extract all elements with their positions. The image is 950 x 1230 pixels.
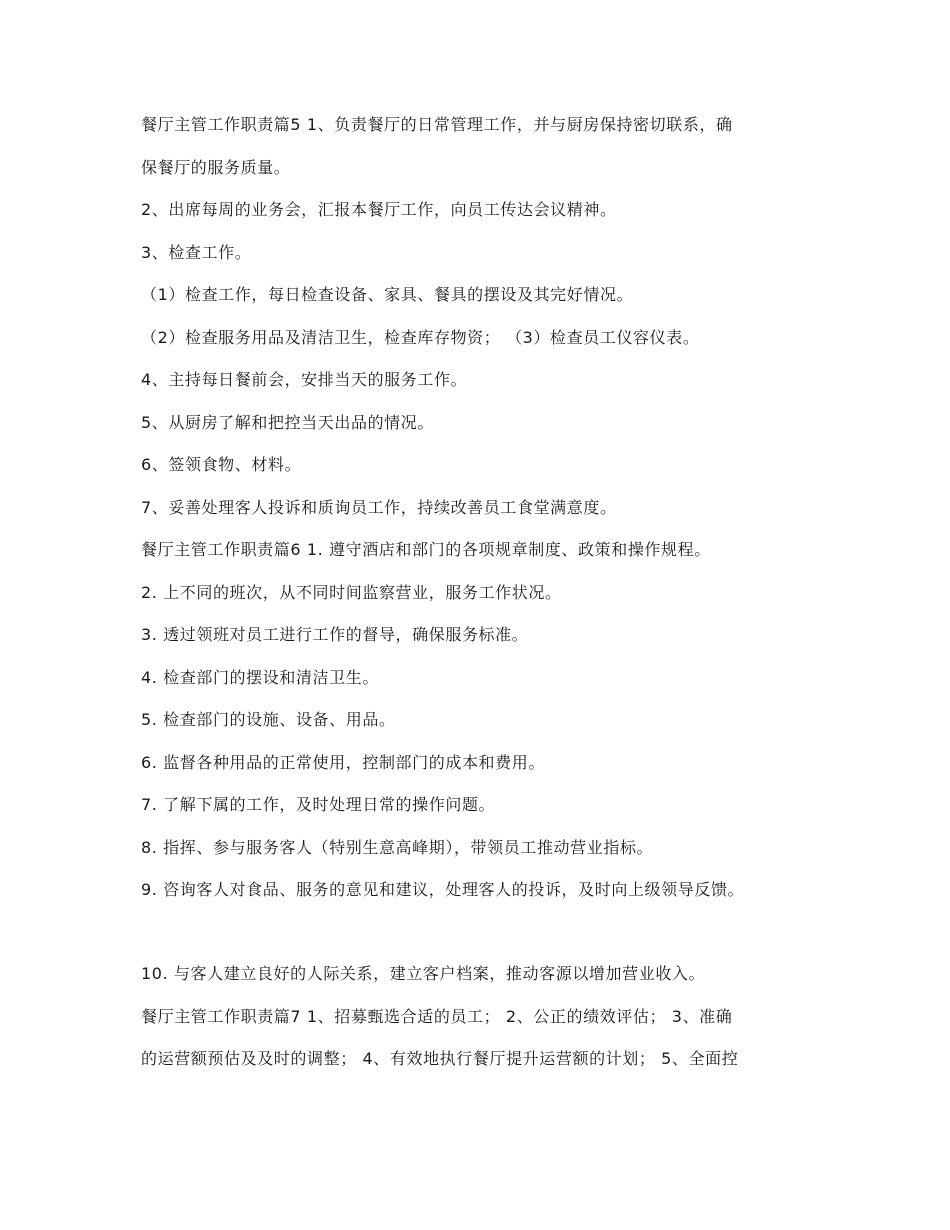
text-line: 4、主持每日餐前会，安排当天的服务工作。 <box>141 370 468 389</box>
text-line: 餐厅主管工作职责篇6 1. 遵守酒店和部门的各项规章制度、政策和操作规程。 <box>141 540 711 559</box>
text-line: 保餐厅的服务质量。 <box>141 158 291 177</box>
text-line: 10. 与客人建立良好的人际关系，建立客户档案，推动客源以增加营业收入。 <box>141 964 706 983</box>
text-line: 2、出席每周的业务会，汇报本餐厅工作，向员工传达会议精神。 <box>141 200 617 219</box>
text-line: 餐厅主管工作职责篇5 1、负责餐厅的日常管理工作，并与厨房保持密切联系，确 <box>141 115 733 134</box>
text-line: 6. 监督各种用品的正常使用，控制部门的成本和费用。 <box>141 753 545 772</box>
text-line: （2）检查服务用品及清洁卫生，检查库存物资； （3）检查员工仪容仪表。 <box>141 328 700 347</box>
text-line: （1）检查工作，每日检查设备、家具、餐具的摆设及其完好情况。 <box>141 285 634 304</box>
text-line: 2. 上不同的班次，从不同时间监察营业，服务工作状况。 <box>141 583 562 602</box>
text-line: 8. 指挥、参与服务客人（特别生意高峰期），带领员工推动营业指标。 <box>141 838 654 857</box>
text-line: 的运营额预估及及时的调整； 4、有效地执行餐厅提升运营额的计划； 5、全面控 <box>141 1049 739 1068</box>
text-line: 5、从厨房了解和把控当天出品的情况。 <box>141 413 434 432</box>
text-line: 7、妥善处理客人投诉和质询员工作，持续改善员工食堂满意度。 <box>141 498 617 517</box>
text-line: 餐厅主管工作职责篇7 1、招募甄选合适的员工； 2、公正的绩效评估； 3、准确 <box>141 1007 733 1026</box>
text-line: 4. 检查部门的摆设和清洁卫生。 <box>141 668 379 687</box>
text-line: 6、签领食物、材料。 <box>141 455 302 474</box>
text-line: 3、检查工作。 <box>141 243 252 262</box>
text-line: 5. 检查部门的设施、设备、用品。 <box>141 710 396 729</box>
text-line: 9. 咨询客人对食品、服务的意见和建议，处理客人的投诉，及时向上级领导反馈。 <box>141 880 745 899</box>
text-line: 3. 透过领班对员工进行工作的督导，确保服务标准。 <box>141 625 529 644</box>
text-line: 7. 了解下属的工作，及时处理日常的操作问题。 <box>141 795 496 814</box>
